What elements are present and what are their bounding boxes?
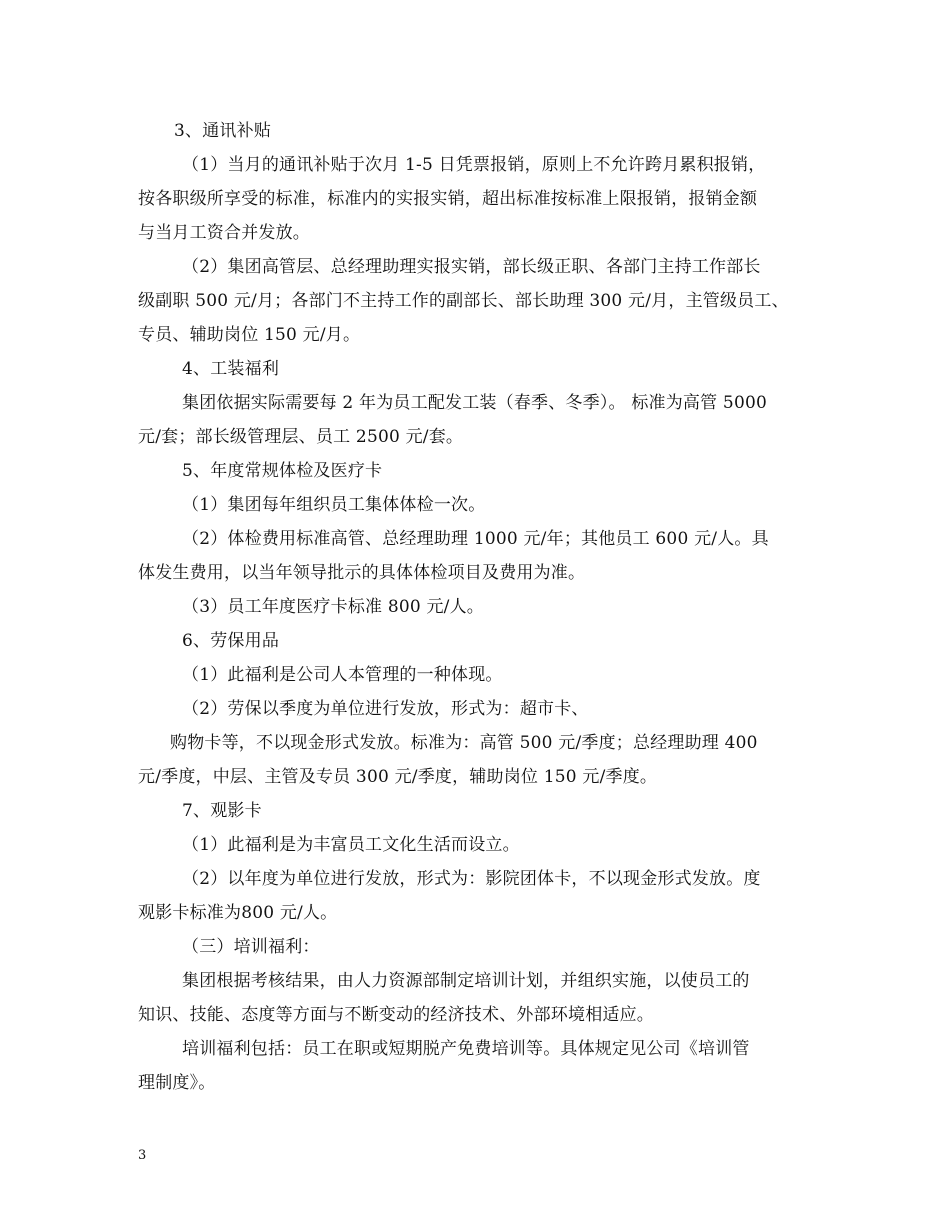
paragraph-line: 购物卡等，不以现金形式发放。标准为：高管 500 元/季度；总经理助理 400	[170, 733, 758, 753]
paragraph-line: 元/套；部长级管理层、员工 2500 元/套。	[138, 427, 464, 447]
paragraph-line: （1）集团每年组织员工集体体检一次。	[182, 495, 486, 515]
page-number: 3	[138, 1148, 147, 1163]
paragraph-line: （1）当月的通讯补贴于次月 1-5 日凭票报销，原则上不允许跨月累积报销，	[182, 155, 766, 175]
paragraph-line: 集团根据考核结果，由人力资源部制定培训计划，并组织实施，以使员工的	[182, 971, 750, 991]
paragraph-line: （2）以年度为单位进行发放，形式为：影院团体卡，不以现金形式发放。度	[182, 869, 761, 889]
paragraph-line: （1）此福利是为丰富员工文化生活而设立。	[182, 835, 520, 855]
paragraph-line: （1）此福利是公司人本管理的一种体现。	[182, 665, 503, 685]
section-heading-training-benefit: （三）培训福利：	[182, 937, 320, 957]
paragraph-line: 集团依据实际需要每 2 年为员工配发工装（春季、冬季）。 标准为高管 5000	[182, 393, 767, 413]
paragraph-line: 理制度》。	[138, 1073, 216, 1093]
paragraph-line: 培训福利包括：员工在职或短期脱产免费培训等。具体规定见公司《培训管	[182, 1039, 750, 1059]
section-heading-labor-protection: 6、劳保用品	[182, 631, 280, 651]
paragraph-line: （2）体检费用标准高管、总经理助理 1000 元/年；其他员工 600 元/人。具	[182, 529, 769, 549]
paragraph-line: （3）员工年度医疗卡标准 800 元/人。	[182, 597, 484, 617]
paragraph-line: 专员、辅助岗位 150 元/月。	[138, 325, 361, 345]
paragraph-line: 知识、技能、态度等方面与不断变动的经济技术、外部环境相适应。	[138, 1005, 654, 1025]
paragraph-line: 级副职 500 元/月；各部门不主持工作的副部长、部长助理 300 元/月，主管级员工、	[138, 291, 789, 311]
paragraph-line: 与当月工资合并发放。	[138, 223, 310, 243]
paragraph-line: 元/季度，中层、主管及专员 300 元/季度，辅助岗位 150 元/季度。	[138, 767, 658, 787]
paragraph-line: （2）集团高管层、总经理助理实报实销，部长级正职、各部门主持工作部长	[182, 257, 761, 277]
section-heading-medical-benefit: 5、年度常规体检及医疗卡	[182, 461, 383, 481]
paragraph-line: （2）劳保以季度为单位进行发放，形式为：超市卡、	[182, 699, 589, 719]
section-heading-uniform-benefit: 4、工装福利	[182, 359, 280, 379]
paragraph-line: 按各职级所享受的标准，标准内的实报实销，超出标准按标准上限报销，报销金额	[138, 189, 758, 209]
paragraph-line: 观影卡标准为800 元/人。	[138, 903, 338, 923]
paragraph-line: 体发生费用，以当年领导批示的具体体检项目及费用为准。	[138, 563, 586, 583]
section-heading-communication-allowance: 3、通讯补贴	[174, 121, 272, 141]
section-heading-movie-card: 7、观影卡	[182, 801, 262, 821]
